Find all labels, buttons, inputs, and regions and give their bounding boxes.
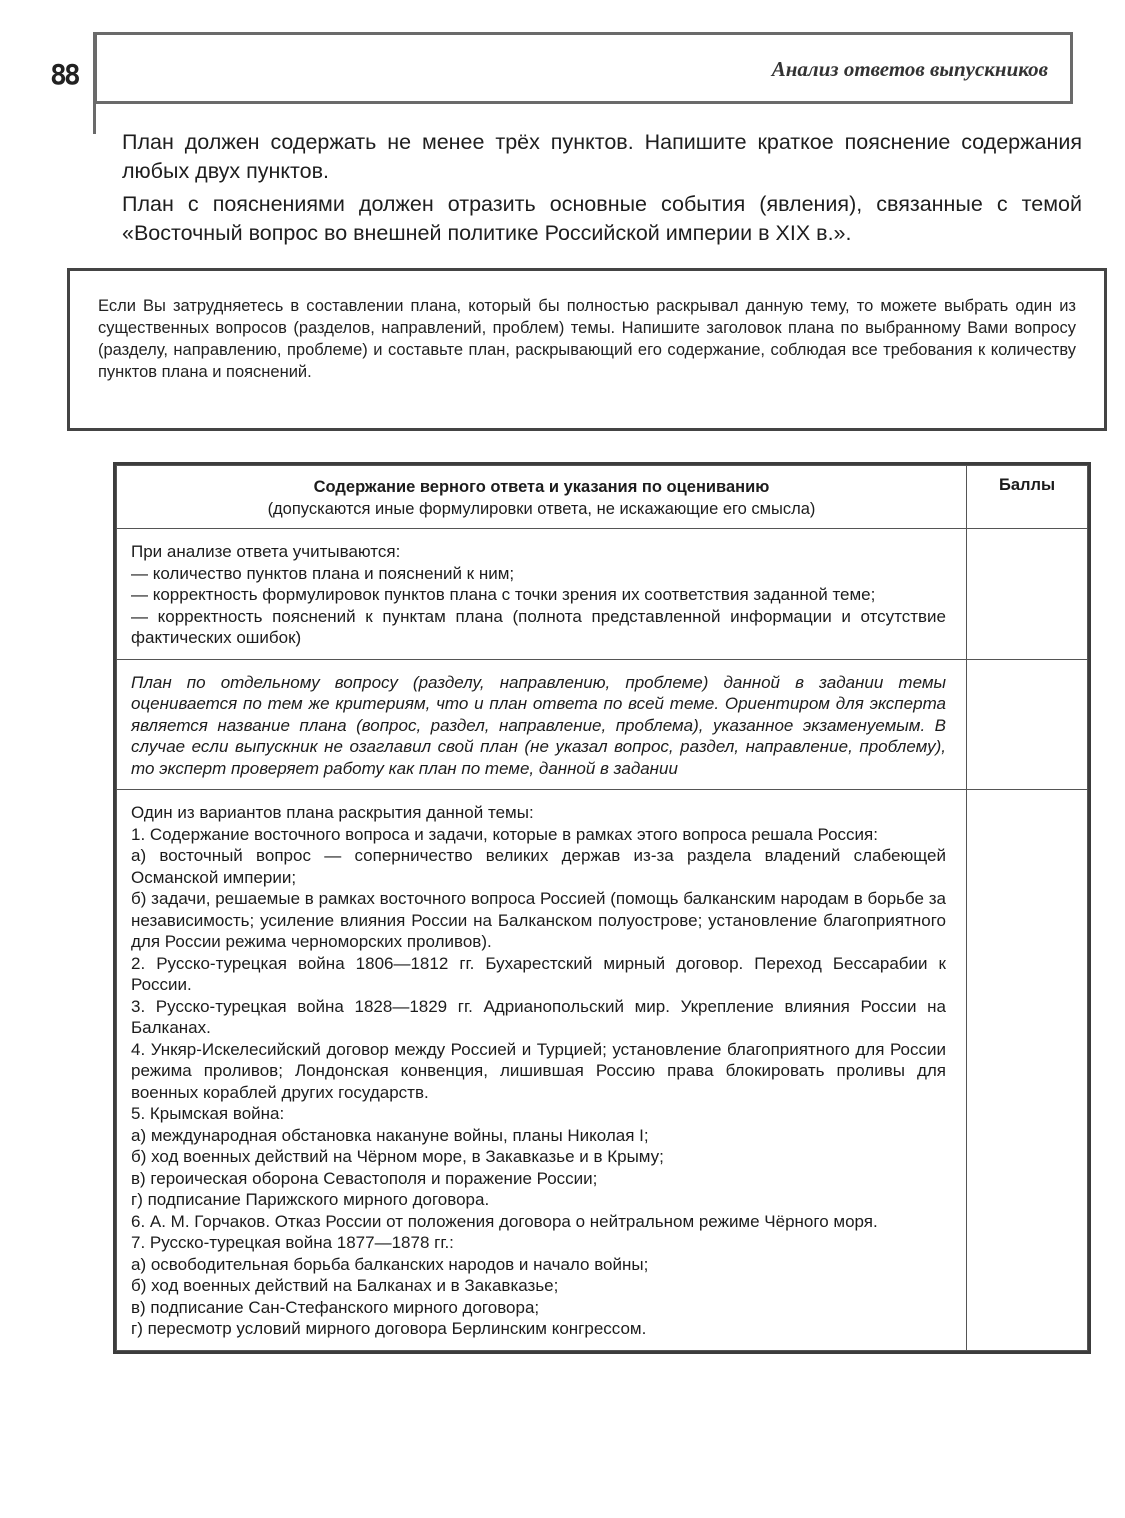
plan-line: 5. Крымская война: — [131, 1104, 285, 1123]
plan-line: в) подписание Сан-Стефанского мирного договора; — [131, 1297, 540, 1317]
score-cell — [967, 790, 1088, 1351]
intro-paragraph-1: План должен содержать не менее трёх пунктов. Напишите краткое пояснение содержания любых двух пунктов. — [122, 130, 1082, 183]
content-header-subtitle: (допускаются иные формулировки ответа, не искажающие его смысла) — [267, 500, 816, 518]
plan-line: б) задачи, решаемые в рамках восточного вопроса Россией (помощь балканским народам в борьбе за независимость; усиление влияния России на Балканском полуострове; установление благоприятного для России режима черноморских проливов). — [131, 889, 946, 951]
hint-box — [67, 268, 1107, 431]
content-header-cell — [117, 466, 967, 529]
section-title: Анализ ответов выпускников — [771, 57, 1048, 81]
table-row — [117, 659, 1088, 790]
plan-line: 6. А. М. Горчаков. Отказ России от положения договора о нейтральном режиме Чёрного моря. — [131, 1211, 878, 1231]
table-header-row — [117, 466, 1088, 529]
grading-table — [113, 462, 1091, 1354]
plan-line: 7. Русско-турецкая война 1877—1878 гг.: — [131, 1233, 454, 1252]
plan-cell — [117, 790, 967, 1351]
plan-line: 4. Ункяр-Искелесийский договор между Россией и Турцией; установление благоприятного для России режима проливов; Лондонская конвенция, лишившая Россию права блокировать проливы для военных кораблей других государств. — [131, 1039, 946, 1102]
plan-line: а) освободительная борьба балканских народов и начало войны; — [131, 1254, 649, 1274]
score-cell — [967, 529, 1088, 660]
content-header-title: Содержание верного ответа и указания по оцениванию — [313, 478, 770, 496]
criteria-line: — корректность формулировок пунктов плана с точки зрения их соответствия заданной теме; — [131, 585, 876, 604]
plan-line: 3. Русско-турецкая война 1828—1829 гг. Адрианопольский мир. Укрепление влияния России на Балканах. — [131, 996, 946, 1037]
intro-text — [122, 128, 1082, 252]
plan-line: а) международная обстановка накануне войны, планы Николая I; — [131, 1125, 649, 1145]
table-row — [117, 529, 1088, 660]
criteria-line: — количество пунктов плана и пояснений к ним; — [131, 563, 515, 583]
plan-line: 2. Русско-турецкая война 1806—1812 гг. Бухарестский мирный договор. Переход Бессарабии к России. — [131, 953, 946, 994]
plan-line: г) пересмотр условий мирного договора Берлинским конгрессом. — [131, 1319, 647, 1338]
hint-text: Если Вы затрудняетесь в составлении плана, который бы полностью раскрывал данную тему, то можете выбрать один из существенных вопросов (разделов, направлений, проблем) темы. Напишите заголовок плана по выбранному Вами вопросу (разделу, направлению, проблеме) и составьте план, раскрывающий его содержание, соблюдая все требования к количеству пунктов плана и пояснений. — [98, 297, 1076, 381]
header-rule — [93, 104, 96, 134]
plan-line: а) восточный вопрос — соперничество великих держав из-за раздела владений слабеющей Османской империи; — [131, 846, 946, 887]
intro-paragraph-2: План с пояснениями должен отразить основные события (явления), связанные с темой «Восточный вопрос во внешней политике Российской империи в XIX в.». — [122, 192, 1082, 245]
plan-line: Один из вариантов плана раскрытия данной темы: — [131, 803, 534, 822]
criteria-cell — [117, 529, 967, 660]
plan-line: б) ход военных действий на Чёрном море, в Закавказье и в Крыму; — [131, 1147, 664, 1166]
table-row — [117, 790, 1088, 1351]
plan-line: в) героическая оборона Севастополя и поражение России; — [131, 1168, 598, 1188]
note-cell — [117, 659, 967, 790]
plan-line: 1. Содержание восточного вопроса и задачи, которые в рамках этого вопроса решала Россия: — [131, 824, 878, 844]
criteria-line: При анализе ответа учитываются: — [131, 542, 401, 561]
score-cell — [967, 659, 1088, 790]
criteria-line: — корректность пояснений к пунктам плана (полнота представленной информации и отсутствие фактических ошибок) — [131, 606, 946, 647]
running-header — [93, 32, 1073, 104]
plan-line: б) ход военных действий на Балканах и в Закавказье; — [131, 1276, 559, 1295]
note-text: План по отдельному вопросу (разделу, направлению, проблеме) данной в задании темы оценивается по тем же критериям, что и план ответа по всей теме. Ориентиром для эксперта является название плана (вопрос, раздел, направление, проблема), указанное экзаменуемым. В случае если выпускник не озаглавил свой план (не указал вопрос, раздел, направление, проблему), то эксперт проверяет работу как план по теме, данной в задании — [131, 672, 946, 778]
score-header: Баллы — [967, 466, 1088, 529]
page-number: 88 — [50, 58, 78, 91]
plan-line: г) подписание Парижского мирного договора. — [131, 1190, 490, 1209]
